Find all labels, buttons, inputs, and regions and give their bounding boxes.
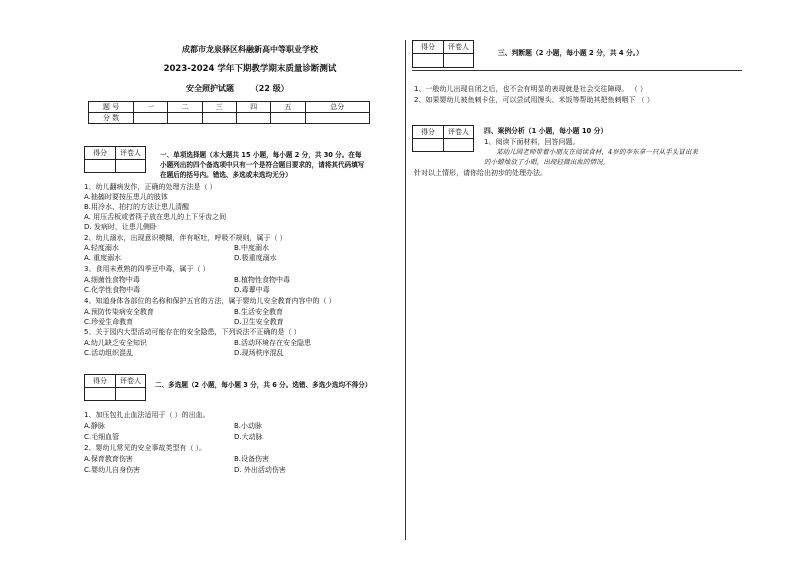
q3-option-b: B.植物性食物中毒 [234, 276, 291, 284]
mq1-option-c: C.毛细血管 [84, 433, 120, 441]
subject-name: 安全照护试题 [186, 84, 234, 93]
mq2-option-d: D. 外出活动伤害 [234, 466, 286, 474]
school-name: 成都市龙泉驿区科融新高中等职业学校 [182, 45, 318, 54]
section1-title-2: 小题列出的四个备选项中只有一个是符合题目要求的，请将其代码填写 [160, 161, 365, 169]
q1-option-d: D. 发病时，让患儿侧卧 [84, 223, 157, 231]
q5-option-d: D.现场秩序混乱 [234, 349, 284, 357]
score-header-cell: 二 [168, 102, 202, 113]
score-cell[interactable] [168, 113, 202, 124]
mq2-option-b: B.设备伤害 [234, 455, 270, 463]
score-box-label: 得分 [85, 375, 116, 388]
q1-option-c: A. 用压舌板或者筷子放在患儿的上下牙齿之间 [84, 213, 227, 221]
mq2-option-c: C.婴幼儿自身伤害 [84, 466, 141, 474]
score-header-cell: 三 [202, 102, 236, 113]
grader-box-label: 评卷人 [116, 147, 146, 160]
score-box-label: 得分 [413, 41, 444, 54]
case-intro: 1、阅读下面材料，回答问题。 [484, 138, 580, 146]
case-text-line-2: 的小蜡烛放了小眼，出现轻微出血的情况。 [484, 158, 610, 166]
grader-box-label: 评卷人 [444, 126, 474, 139]
section3-rule [412, 70, 742, 71]
q2-option-b: B.中度溺水 [234, 244, 270, 252]
mq1-option-d: D.大动脉 [234, 433, 263, 441]
multi-question-2: 2、婴幼儿常见的安全事故类型有（ ）。 [84, 444, 207, 452]
q5-option-c: C.活动组织混乱 [84, 349, 134, 357]
score-cell[interactable] [236, 113, 270, 124]
mq1-option-b: B.小动脉 [234, 422, 263, 430]
grade-label: （22 级） [250, 84, 289, 93]
score-cell[interactable] [134, 113, 168, 124]
section4-score-box [412, 125, 474, 152]
q2-option-c: A. 重度溺水 [84, 254, 122, 262]
section4-title: 四、案例分析（1 小题，每小题 10 分） [484, 127, 608, 135]
grader-box-cell[interactable] [116, 160, 146, 173]
q5-option-a: A.幼儿缺乏安全知识 [84, 339, 147, 347]
case-question: 针对以上情形，请你给出初步的处理办法。 [414, 169, 547, 177]
question-3: 3、食用未煮熟的四季豆中毒，属于（ ） [84, 265, 210, 273]
section1-title-3: 在题后的括号内。错选、多选或未选均无分） [160, 171, 292, 179]
judge-question-1: 1、一般幼儿出现自闭之后，也不会有明显的表现就是社会交往障碍。 （ ） [414, 85, 647, 93]
question-4: 4、知道身体各部位的名称和保护五官的方法，属于婴幼儿安全教育内容中的（ ） [84, 297, 336, 305]
score-cell[interactable] [305, 113, 369, 124]
mq1-option-a: A.静脉 [84, 422, 105, 430]
score-header-cell: 总分 [305, 102, 369, 113]
q4-option-c: C.珍爱生命教育 [84, 318, 134, 326]
column-divider [405, 40, 406, 540]
exam-title: 2023-2024 学年下期教学期末质量诊断测试 [163, 64, 337, 74]
grader-box-label: 评卷人 [444, 41, 474, 54]
question-5: 5、关于园内大型活动可能存在的安全隐患，下列说法不正确的是（ ） [84, 328, 301, 336]
score-box-cell[interactable] [85, 388, 116, 401]
score-header-cell: 五 [271, 102, 305, 113]
score-box-cell[interactable] [413, 139, 444, 152]
score-cell[interactable] [202, 113, 236, 124]
section1-title-1: 一、单项选择题（本大题共 15 小题，每小题 2 分，共 30 分。在每 [160, 151, 362, 159]
grader-box-cell[interactable] [444, 139, 474, 152]
q1-option-b: B.用冷水、拍打的方法让患儿清醒 [84, 203, 190, 211]
question-2: 2、幼儿溺水，出现意识模糊，伴有呕吐，呼吸不规则，属于（ ） [84, 234, 287, 242]
q3-option-c: C.化学性食物中毒 [84, 286, 141, 294]
section1-score-box [84, 146, 146, 173]
case-text-line-1: 某幼儿园老师带着小朋友在阅读食材，4岁的李东拿一只从手头冒出来 [496, 148, 699, 156]
score-header-cell: 四 [236, 102, 270, 113]
question-1: 1、幼儿翻病发作，正确的处理方法是（ ） [84, 183, 217, 191]
score-box-cell[interactable] [413, 54, 444, 68]
score-box-cell[interactable] [85, 160, 116, 173]
judge-question-2: 2、如果婴幼儿被鱼刺卡住，可以尝试用馒头、米饭等帮助其把鱼刺咽下 （ ） [414, 96, 654, 104]
score-header-cell: 题 号 [89, 102, 134, 113]
score-row-label: 分 数 [89, 113, 134, 124]
q5-option-b: B.活动环境存在安全隐患 [234, 339, 312, 347]
grader-box-label: 评卷人 [116, 375, 146, 388]
score-table [88, 101, 370, 124]
q2-option-a: A.轻度溺水 [84, 244, 119, 252]
q1-option-a: A.抽搐时要按压患儿的肢体 [84, 193, 168, 201]
q4-option-d: D.卫生安全教育 [234, 318, 284, 326]
grader-box-cell[interactable] [116, 388, 146, 401]
score-box-label: 得分 [413, 126, 444, 139]
grader-box-cell[interactable] [444, 54, 474, 68]
section2-title: 二、多选题（2 小题，每小题 3 分，共 6 分。选错、多选少选均不得分） [155, 381, 372, 389]
section3-score-box [412, 40, 474, 68]
score-box-label: 得分 [85, 147, 116, 160]
multi-question-1: 1、加压包扎止血法适用于（ ）的出血。 [84, 411, 210, 419]
q4-option-a: A.预防传染病安全教育 [84, 308, 154, 316]
q3-option-a: A.细菌性食物中毒 [84, 276, 140, 284]
q3-option-d: D.毒蕈中毒 [234, 286, 270, 294]
score-header-cell: 一 [134, 102, 168, 113]
section2-score-box [84, 374, 146, 401]
section3-title: 三、判断题（2 小题，每小题 2 分，共 4 分。） [498, 49, 643, 57]
mq2-option-a: A.保育教育伤害 [84, 455, 133, 463]
q4-option-b: B.生活安全教育 [234, 308, 284, 316]
subject-title [186, 84, 289, 94]
q2-option-d: D.极重度溺水 [234, 254, 277, 262]
score-cell[interactable] [271, 113, 305, 124]
